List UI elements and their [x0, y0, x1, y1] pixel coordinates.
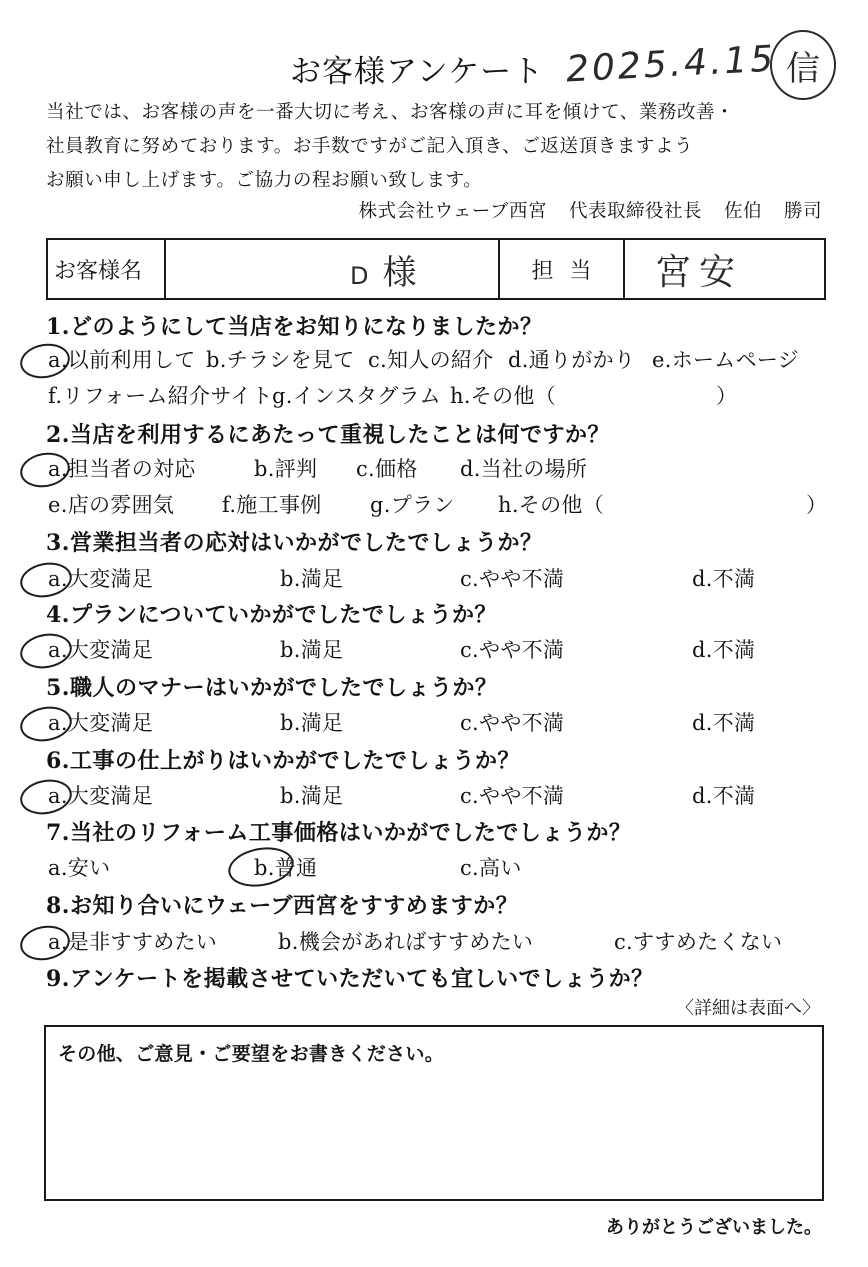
question-6: 6.工事の仕上がりはいかがでしたでしょうか？ — [46, 748, 520, 774]
q6-option-a[interactable]: a.大変満足 — [48, 784, 153, 808]
staff-label: 担当 — [500, 240, 625, 298]
question-4: 4.プランについていかがでしたでしょうか？ — [46, 602, 498, 628]
q3-option-b[interactable]: b.満足 — [280, 567, 344, 591]
q2-option-h-close: ） — [806, 493, 828, 517]
q3-option-d[interactable]: d.不満 — [692, 567, 756, 591]
company-name: 株式会社ウェーブ西宮 — [358, 201, 547, 222]
q7-option-b[interactable]: b.普通 — [254, 856, 318, 880]
q4-option-c[interactable]: c.やや不満 — [460, 638, 565, 662]
customer-name-value: D — [350, 262, 369, 290]
president-surname: 佐伯 — [723, 201, 762, 222]
q8-option-a[interactable]: a.是非すすめたい — [48, 930, 218, 954]
q2-option-h[interactable]: h.その他（ — [498, 493, 604, 517]
q5-option-c[interactable]: c.やや不満 — [460, 711, 565, 735]
handwritten-date: 2025.4.15 — [565, 38, 778, 91]
q7-selection-circle — [225, 843, 297, 892]
question-8: 8.お知り合いにウェーブ西宮をすすめますか？ — [46, 893, 519, 919]
q2-option-e[interactable]: e.店の雰囲気 — [48, 493, 175, 517]
q7-option-c[interactable]: c.高い — [460, 856, 522, 880]
q2-option-b[interactable]: b.評判 — [254, 457, 318, 481]
q6-option-b[interactable]: b.満足 — [280, 784, 344, 808]
seal-stamp-text: 信 — [786, 48, 820, 89]
q2-option-d[interactable]: d.当社の場所 — [460, 457, 588, 481]
seal-stamp — [770, 30, 836, 100]
q1-option-a[interactable]: a.以前利用して — [48, 348, 196, 372]
thanks-text: ありがとうございました。 — [606, 1217, 822, 1238]
q8-option-b[interactable]: b.機会があればすすめたい — [278, 930, 534, 954]
q2-option-a[interactable]: a.担当者の対応 — [48, 457, 196, 481]
q1-option-g[interactable]: g.インスタグラム — [272, 384, 441, 408]
q7-option-a[interactable]: a.安い — [48, 856, 111, 880]
comment-box[interactable] — [44, 1025, 824, 1201]
name-row — [46, 238, 826, 300]
q4-option-d[interactable]: d.不満 — [692, 638, 756, 662]
q1-option-h-close: ） — [716, 384, 738, 408]
staff-value: 宮安 — [655, 251, 744, 293]
q6-option-d[interactable]: d.不満 — [692, 784, 756, 808]
question-2: 2.当店を利用するにあたって重視したことは何ですか？ — [46, 422, 610, 448]
q8-option-c[interactable]: c.すすめたくない — [614, 930, 783, 954]
q2-option-f[interactable]: f.施工事例 — [222, 493, 322, 517]
question-1: 1.どのようにして当店をお知りになりましたか？ — [46, 314, 543, 340]
company-signature — [359, 197, 822, 223]
q9-note: 〈詳細は表面へ〉 — [676, 998, 820, 1019]
q1-option-h[interactable]: h.その他（ — [450, 384, 556, 408]
customer-name-suffix: 様 — [382, 252, 417, 293]
q3-option-a[interactable]: a.大変満足 — [48, 567, 153, 591]
q5-option-d[interactable]: d.不満 — [692, 711, 756, 735]
q1-option-d[interactable]: d.通りがかり — [508, 348, 636, 372]
q1-option-c[interactable]: c.知人の紹介 — [368, 348, 494, 372]
q3-option-c[interactable]: c.やや不満 — [460, 567, 565, 591]
intro-line-3: お願い申し上げます。ご協力の程お願い致します。 — [46, 170, 483, 191]
staff-field[interactable] — [625, 240, 824, 298]
president-given-name: 勝司 — [783, 201, 822, 222]
q1-option-b[interactable]: b.チラシを見て — [206, 348, 355, 372]
q1-option-f[interactable]: f.リフォーム紹介サイト — [48, 384, 273, 408]
q5-option-b[interactable]: b.満足 — [280, 711, 344, 735]
intro-line-2: 社員教育に努めております。お手数ですがご記入頂き、ご返送頂きますよう — [46, 136, 694, 157]
q4-option-a[interactable]: a.大変満足 — [48, 638, 153, 662]
q6-option-c[interactable]: c.やや不満 — [460, 784, 565, 808]
question-7: 7.当社のリフォーム工事価格はいかがでしたでしょうか？ — [46, 820, 632, 846]
q1-option-e[interactable]: e.ホームページ — [652, 348, 800, 372]
question-5: 5.職人のマナーはいかがでしたでしょうか？ — [46, 675, 498, 701]
intro-line-1: 当社では、お客様の声を一番大切に考え、お客様の声に耳を傾けて、業務改善・ — [46, 102, 735, 123]
question-3: 3.営業担当者の応対はいかがでしたでしょうか？ — [46, 530, 543, 556]
customer-name-field[interactable] — [166, 240, 500, 298]
comment-label: その他、ご意見・ご要望をお書きください。 — [58, 1043, 445, 1065]
q4-option-b[interactable]: b.満足 — [280, 638, 344, 662]
q2-option-g[interactable]: g.プラン — [370, 493, 455, 517]
question-9: 9.アンケートを掲載させていただいても宜しいでしょうか？ — [46, 966, 654, 992]
q5-option-a[interactable]: a.大変満足 — [48, 711, 153, 735]
q2-option-c[interactable]: c.価格 — [356, 457, 418, 481]
survey-title: お客様アンケート — [290, 54, 545, 90]
president-title: 代表取締役社長 — [568, 201, 702, 222]
customer-name-label: お客様名 — [48, 240, 166, 298]
